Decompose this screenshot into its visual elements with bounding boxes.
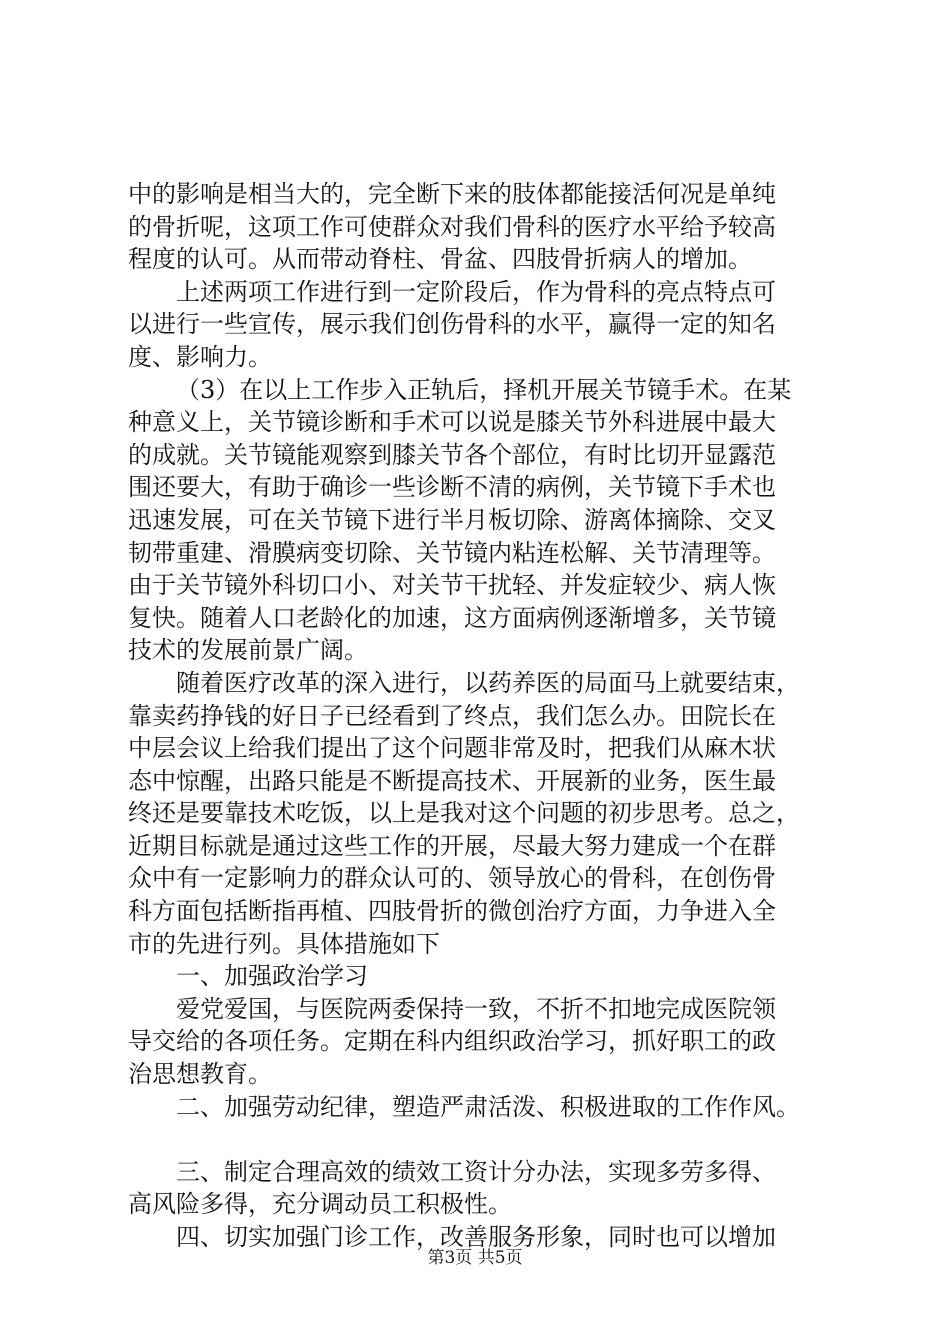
text-line: 随着医疗改革的深入进行，以药养医的局面马上就要结束，: [176, 668, 800, 697]
text-line: 市的先进行列。具体措施如下: [128, 929, 440, 958]
body-text: [128, 178, 840, 1254]
text-line: 导交给的各项任务。定期在科内组织政治学习，抓好职工的政: [128, 1027, 776, 1056]
text-line: 的骨折呢，这项工作可使群众对我们骨科的医疗水平给予较高: [128, 212, 776, 241]
text-line: 中的影响是相当大的，完全断下来的肢体都能接活何况是单纯: [128, 180, 776, 208]
text-line: 韧带重建、滑膜病变切除、关节镜内粘连松解、关节清理等。: [128, 538, 776, 567]
text-line: [128, 1123, 840, 1156]
text-line: 科方面包括断指再植、四肢骨折的微创治疗方面，力争进入全: [128, 897, 776, 926]
text-line: 技术的发展前景广阔。: [128, 636, 368, 665]
text-line: 治思想教育。: [128, 1060, 272, 1089]
text-line: 二、加强劳动纪律，塑造严肃活泼、积极进取的工作作风。: [176, 1092, 800, 1121]
text-line: 种意义上，关节镜诊断和手术可以说是膝关节外科进展中最大: [128, 408, 776, 437]
text-line: 一、加强政治学习: [176, 962, 368, 991]
text-line: 三、制定合理高效的绩效工资计分办法，实现多劳多得、: [176, 1157, 776, 1186]
text-line: 以进行一些宣传，展示我们创伤骨科的水平，赢得一定的知名: [128, 310, 776, 339]
text-line: 四、切实加强门诊工作，改善服务形象，同时也可以增加: [176, 1223, 776, 1251]
text-line: 围还要大，有助于确诊一些诊断不清的病例，关节镜下手术也: [128, 473, 776, 502]
text-line: 的成就。关节镜能观察到膝关节各个部位，有时比切开显露范: [128, 440, 776, 469]
text-line: 中层会议上给我们提出了这个问题非常及时，把我们从麻木状: [128, 734, 776, 763]
text-line: 高风险多得，充分调动员工积极性。: [128, 1190, 512, 1219]
text-line: 态中惊醒，出路只能是不断提高技术、开展新的业务，医生最: [128, 766, 776, 795]
text-line: 近期目标就是通过这些工作的开展，尽最大努力建成一个在群: [128, 831, 776, 860]
text-line: 众中有一定影响力的群众认可的、领导放心的骨科，在创伤骨: [128, 864, 776, 893]
page-footer: 第3页 共5页: [427, 1248, 523, 1268]
text-line: 上述两项工作进行到一定阶段后，作为骨科的亮点特点可: [176, 277, 776, 306]
text-line: 终还是要靠技术吃饭，以上是我对这个问题的初步思考。总之，: [128, 799, 800, 828]
text-line: 程度的认可。从而带动脊柱、骨盆、四肢骨折病人的增加。: [128, 245, 752, 274]
text-line: 迅速发展，可在关节镜下进行半月板切除、游离体摘除、交叉: [128, 505, 776, 534]
text-line: 爱党爱国，与医院两委保持一致，不折不扣地完成医院领: [176, 994, 776, 1023]
text-line: 靠卖药挣钱的好日子已经看到了终点，我们怎么办。田院长在: [128, 701, 776, 730]
text-line: 复快。随着人口老龄化的加速，这方面病例逐渐增多，关节镜: [128, 603, 776, 632]
text-line: 度、影响力。: [128, 342, 272, 371]
text-line: （3）在以上工作步入正轨后，择机开展关节镜手术。在某: [176, 375, 792, 404]
text-line: 由于关节镜外科切口小、对关节干扰轻、并发症较少、病人恢: [128, 571, 776, 600]
